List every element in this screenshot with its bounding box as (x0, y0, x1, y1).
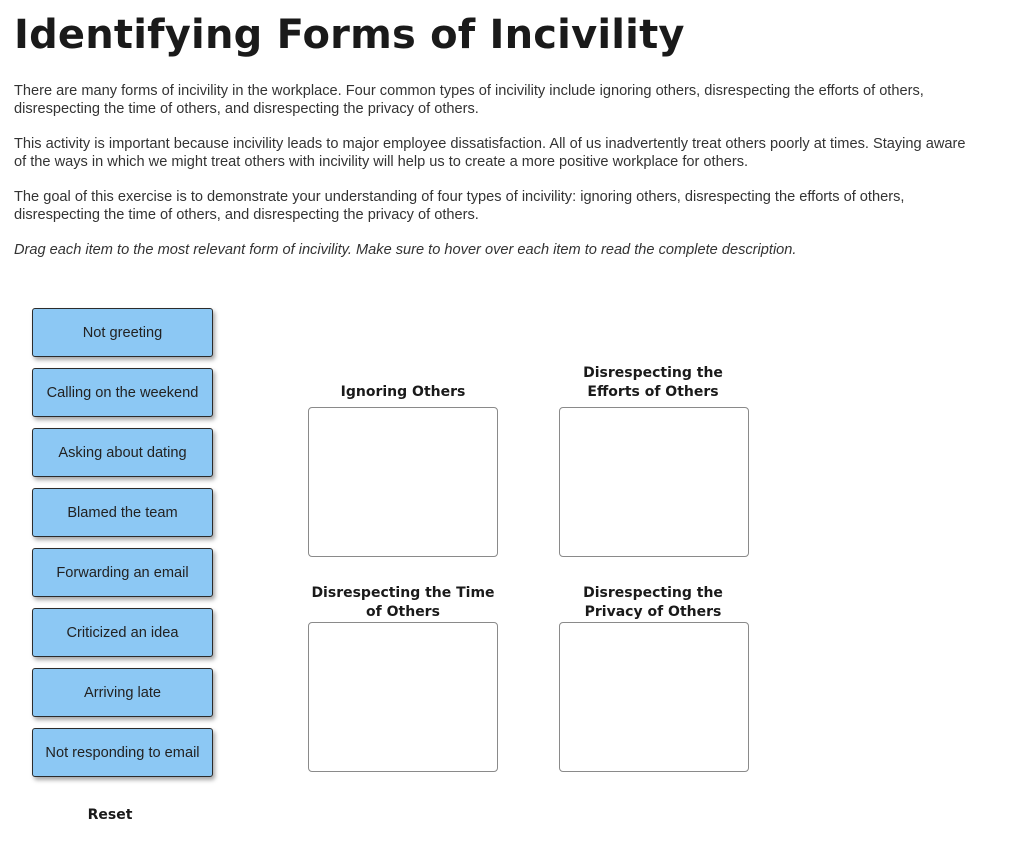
drag-item-forwarding-an-email[interactable]: Forwarding an email (32, 548, 213, 597)
page-title: Identifying Forms of Incivility (14, 12, 685, 58)
category-label-ignoring-others: Ignoring Others (340, 384, 466, 400)
drag-item-not-greeting[interactable]: Not greeting (32, 308, 213, 357)
category-label-disrespecting-time: Disrespecting the Time of Others (311, 585, 495, 620)
intro-paragraph-1: There are many forms of incivility in the workplace. Four common types of incivility include ignoring others, disrespecting the efforts of others, disrespecting the time of others, and disrespecting the privacy of others. (14, 83, 924, 117)
drag-item-criticized-an-idea[interactable]: Criticized an idea (32, 608, 213, 657)
drag-item-not-responding-to-email[interactable]: Not responding to email (32, 728, 213, 777)
intro-paragraph-3: The goal of this exercise is to demonstrate your understanding of four types of incivility: ignoring others, disrespecting the efforts of others, disrespecting the time of others, and disrespecting the privacy of others. (14, 189, 905, 223)
drag-item-calling-on-weekend[interactable]: Calling on the weekend (32, 368, 213, 417)
reset-button[interactable]: Reset (60, 803, 160, 827)
intro-text (14, 82, 974, 276)
dropzone-disrespecting-time[interactable] (308, 622, 498, 772)
category-label-disrespecting-privacy: Disrespecting the Privacy of Others (583, 585, 723, 620)
drag-item-asking-about-dating[interactable]: Asking about dating (32, 428, 213, 477)
instruction-text: Drag each item to the most relevant form of incivility. Make sure to hover over each item to read the complete description. (14, 242, 797, 258)
dropzone-disrespecting-privacy[interactable] (559, 622, 749, 772)
drag-item-arriving-late[interactable]: Arriving late (32, 668, 213, 717)
intro-paragraph-2: This activity is important because incivility leads to major employee dissatisfaction. All of us inadvertently treat others poorly at times. Staying aware of the ways in which we might treat others with incivility will help us to create a more positive workplace for others. (14, 136, 966, 170)
dropzone-disrespecting-efforts[interactable] (559, 407, 749, 557)
drag-item-blamed-the-team[interactable]: Blamed the team (32, 488, 213, 537)
dropzone-ignoring-others[interactable] (308, 407, 498, 557)
category-label-disrespecting-efforts: Disrespecting the Efforts of Others (583, 365, 723, 400)
